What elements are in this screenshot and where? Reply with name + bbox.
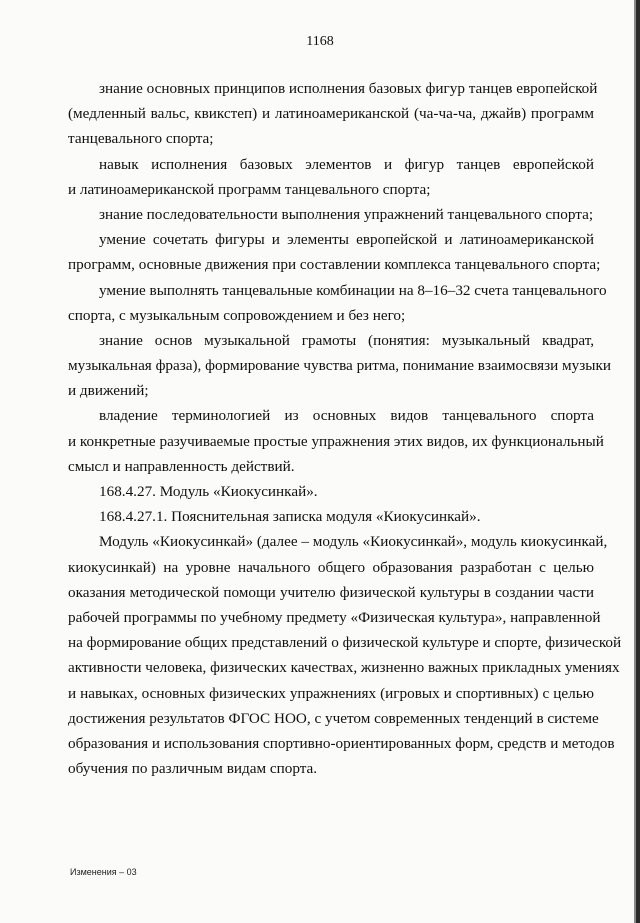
- text-line: умение выполнять танцевальные комбинации на 8–16–32 счета танцевального: [99, 281, 607, 299]
- text-line: оказания методической помощи учителю физической культуры в создании части: [68, 583, 594, 601]
- text-line: знание основ музыкальной грамоты (понятия: музыкальный квадрат,: [99, 331, 594, 349]
- paragraph: [68, 479, 594, 504]
- text-line: и конкретные разучиваемые простые упражнения этих видов, их функциональный: [68, 432, 604, 450]
- text-line: и латиноамериканской программ танцевального спорта;: [68, 180, 431, 198]
- paragraph: [68, 504, 594, 529]
- paragraph: [68, 403, 604, 479]
- paragraph: [68, 278, 607, 328]
- page-edge: [636, 0, 640, 923]
- text-line: образования и использования спортивно-ориентированных форм, средств и методов: [68, 734, 615, 752]
- text-line: Модуль «Киокусинкай» (далее – модуль «Киокусинкай», модуль киокусинкай,: [99, 533, 608, 551]
- text-line: и движений;: [68, 382, 149, 400]
- text-line: владение терминологией из основных видов танцевального спорта: [99, 407, 594, 425]
- text-line: 168.4.27.1. Пояснительная записка модуля «Киокусинкай».: [99, 508, 481, 526]
- text-line: на формирование общих представлений о физической культуре и спорте, физической: [68, 634, 622, 652]
- text-line: знание основных принципов исполнения базовых фигур танцев европейской: [99, 80, 598, 97]
- paragraph: [68, 152, 594, 202]
- text-line: спорта, с музыкальным сопровождением и без него;: [68, 306, 406, 324]
- paragraph: [68, 202, 594, 227]
- paragraph: [68, 76, 598, 152]
- text-line: смысл и направленность действий.: [68, 457, 295, 475]
- text-line: достижения результатов ФГОС НОО, с учетом современных тенденций в системе: [68, 709, 599, 727]
- document-body: [68, 76, 622, 781]
- page-number: 1168: [306, 34, 334, 49]
- text-line: 168.4.27. Модуль «Киокусинкай».: [99, 483, 318, 500]
- text-line: умение сочетать фигуры и элементы европейской и латиноамериканской: [99, 231, 594, 249]
- paragraph: [68, 328, 611, 404]
- text-line: знание последовательности выполнения упражнений танцевального спорта;: [99, 205, 594, 223]
- paragraph: [68, 529, 622, 781]
- text-line: танцевального спорта;: [68, 130, 214, 148]
- text-line: и навыках, основных физических упражнениях (игровых и спортивных) с целью: [68, 684, 594, 702]
- text-line: программ, основные движения при составлении комплекса танцевального спорта;: [68, 256, 601, 274]
- text-line: активности человека, физических качествах, жизненно важных прикладных умениях: [68, 659, 620, 677]
- text-line: обучения по различным видам спорта.: [68, 760, 318, 778]
- footer-revision: Изменения – 03: [70, 867, 137, 877]
- text-line: (медленный вальс, квикстеп) и латиноамериканской (ча-ча-ча, джайв) программ: [68, 105, 594, 123]
- paragraph: [68, 227, 601, 277]
- text-line: музыкальная фраза), формирование чувства ритма, понимание взаимосвязи музыки: [68, 357, 611, 375]
- text-line: навык исполнения базовых элементов и фигур танцев европейской: [99, 155, 594, 173]
- text-line: рабочей программы по учебному предмету «Физическая культура», направленной: [68, 608, 601, 626]
- text-line: киокусинкай) на уровне начального общего образования разработан с целью: [68, 558, 594, 576]
